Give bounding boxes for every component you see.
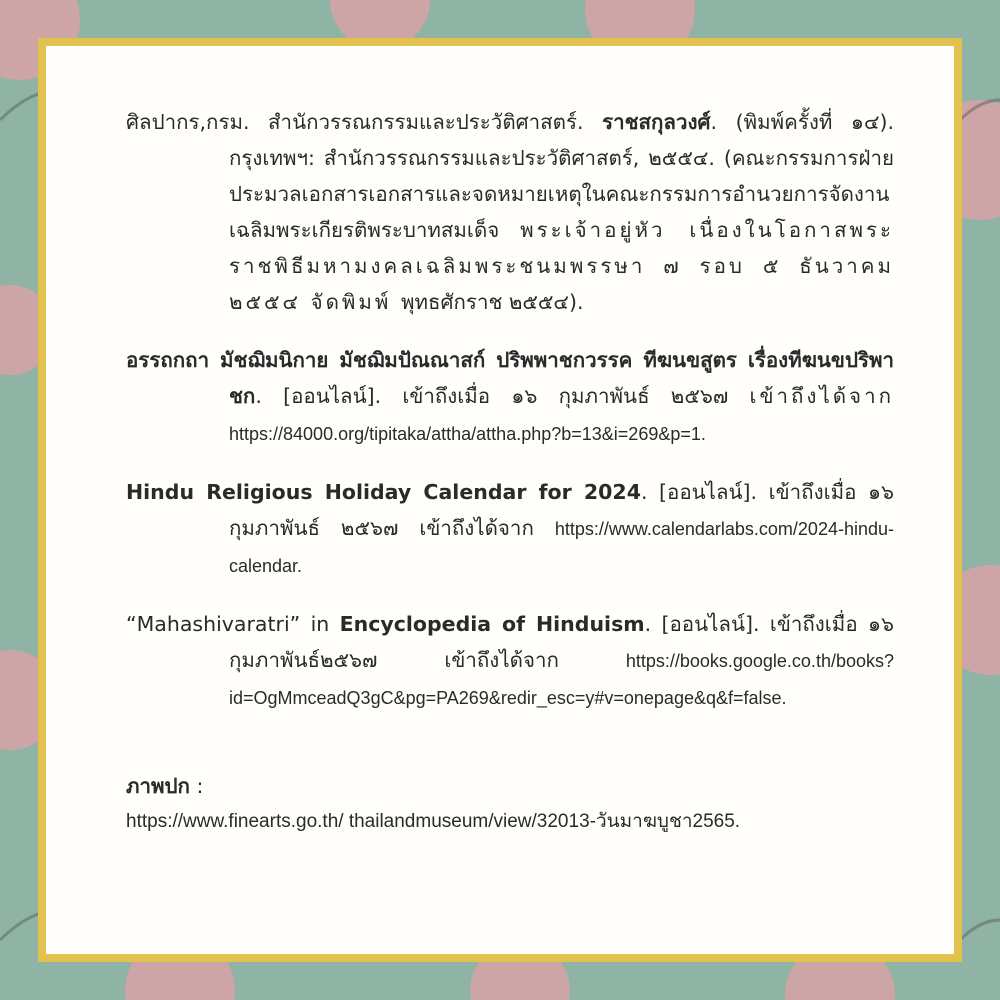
- reference-details: พระเจ้าอยู่หัว เนื่องในโอกาสพระราชพิธีมหามงคลเฉลิมพระชนมพรรษา ๗ รอบ ๕ ธันวาคม ๒๕๕๔ จัดพิมพ์: [229, 218, 894, 314]
- reference-details: . (พิมพ์ครั้งที่ ๑๔). กรุงเทพฯ: สำนักวรรณกรรมและประวัติศาสตร์, ๒๕๕๔. (คณะกรรมการฝ่ายประมวลเอกสารเอกสารและจดหมายเหตุในคณะกรรมการอำนวยการจัดงานเฉลิมพระเกียรติพระบาทสมเด็จ: [229, 110, 894, 242]
- bibliography: [126, 104, 894, 840]
- reference-entry: [126, 606, 894, 716]
- reference-link[interactable]: https://www.calendarlabs.com/2024-hindu-calendar.: [229, 519, 894, 576]
- reference-entry: [126, 342, 894, 452]
- reference-details: “Mahashivaratri” in: [126, 612, 340, 636]
- reference-details: . [ออนไลน์]. เข้าถึงเมื่อ ๑๖ กุมภาพันธ์ ๒๕๖๗ เข้าถึงได้จาก: [229, 480, 894, 540]
- cover-link[interactable]: https://www.finearts.go.th/ thailandmuseum/view/32013-วันมาฆบูชา2565.: [126, 811, 741, 832]
- reference-link[interactable]: https://84000.org/tipitaka/attha/attha.php?b=13&i=269&p=1.: [229, 424, 706, 444]
- reference-entry: [126, 474, 894, 584]
- reference-author: ศิลปากร,กรม. สำนักวรรณกรรมและประวัติศาสตร์.: [126, 110, 603, 134]
- cover-label: ภาพปก: [126, 774, 190, 798]
- cover-separator: :: [189, 774, 204, 798]
- reference-title: Encyclopedia of Hinduism: [339, 612, 645, 636]
- reference-details: พุทธศักราช ๒๕๕๔).: [400, 290, 584, 314]
- reference-link[interactable]: https://books.google.co.th/books?id=OgMmceadQ3gC&pg=PA269&redir_esc=y#v=onepage&q&f=false.: [229, 651, 894, 708]
- reference-details: . [ออนไลน์]. เข้าถึงเมื่อ ๑๖ กุมภาพันธ์ ๒๕๖๗: [255, 384, 750, 408]
- cover-credit: [126, 768, 894, 840]
- reference-card: [38, 38, 962, 962]
- reference-title: อรรถกถา มัชฌิมนิกาย มัชฌิมปัณณาสก์ ปริพพาชกวรรค ทีฆนขสูตร เรื่องทีฆนขปริพาชก: [126, 348, 894, 408]
- reference-title: Hindu Religious Holiday Calendar for 2024: [126, 480, 641, 504]
- reference-details: เข้าถึงได้จาก: [749, 384, 894, 408]
- reference-entry: [126, 104, 894, 320]
- reference-title: ราชสกุลวงศ์: [602, 110, 711, 134]
- reference-details: . [ออนไลน์]. เข้าถึงเมื่อ ๑๖ กุมภาพันธ์๒๕๖๗ เข้าถึงได้จาก: [229, 612, 894, 672]
